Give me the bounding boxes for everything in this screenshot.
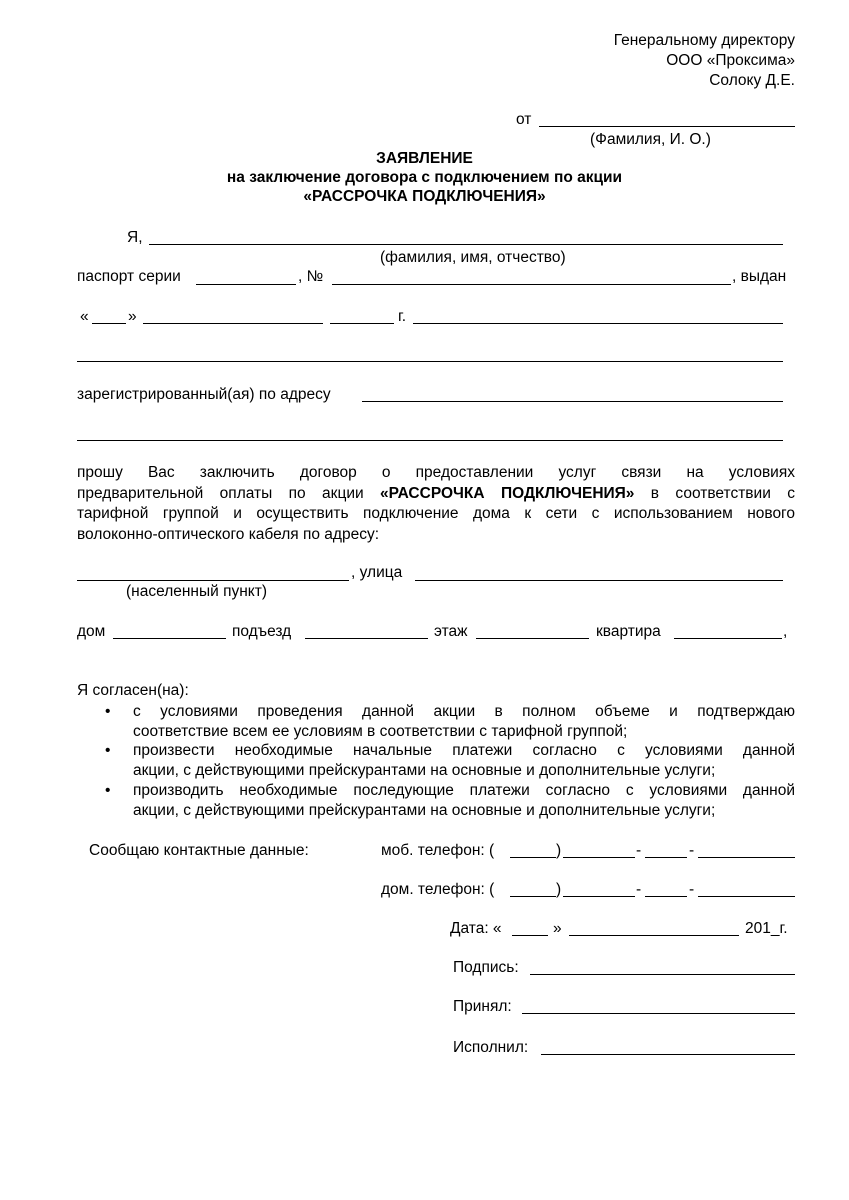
registered-address-field-continued[interactable]	[77, 440, 783, 441]
passport-series-label: паспорт серии	[77, 268, 181, 285]
apartment-field[interactable]	[674, 638, 782, 639]
title-sub2: «РАССРОЧКА ПОДКЛЮЧЕНИЯ»	[303, 188, 546, 205]
from-label: от	[516, 111, 532, 128]
home-paren-close: )	[556, 881, 562, 898]
consent-bullet-1: •	[105, 703, 111, 720]
date-month-field[interactable]	[569, 935, 739, 936]
request-line3: тарифной группой и осуществить подключение дома к сети с использованием нового	[77, 505, 795, 522]
consent-item-3-line1: производить необходимые последующие платежи согласно с условиями данной	[133, 782, 795, 799]
address-end-comma: ,	[783, 623, 788, 640]
entrance-field[interactable]	[305, 638, 428, 639]
issued-label: , выдан	[732, 268, 787, 285]
title-sub1: на заключение договора с подключением по акции	[226, 169, 623, 186]
mobile-dash-2: -	[689, 842, 695, 859]
mobile-paren-close: )	[556, 842, 562, 859]
request-line2-post: в соответствии с	[634, 484, 795, 502]
request-line4: волоконно-оптического кабеля по адресу:	[77, 525, 380, 543]
date-label: Дата: «	[450, 920, 502, 937]
house-label: дом	[77, 623, 106, 640]
issue-day-quote-close: »	[128, 308, 137, 325]
consent-item-2-line2: акции, с действующими прейскурантами на основные и дополнительные услуги;	[133, 762, 716, 779]
passport-series-field[interactable]	[196, 284, 296, 285]
date-quote-close: »	[553, 920, 562, 937]
contacts-label: Сообщаю контактные данные:	[89, 842, 309, 859]
home-code-field[interactable]	[510, 896, 556, 897]
locality-field[interactable]	[77, 580, 349, 581]
date-year: 201_г.	[745, 920, 788, 937]
registered-address-label: зарегистрированный(ая) по адресу	[77, 386, 331, 403]
consent-item-1-line1: с условиями проведения данной акции в полном объеме и подтверждаю	[133, 703, 795, 720]
accepted-field[interactable]	[522, 1013, 795, 1014]
date-day-field[interactable]	[512, 935, 548, 936]
consent-item-1	[133, 702, 795, 742]
entrance-label: подъезд	[232, 623, 292, 640]
floor-field[interactable]	[476, 638, 589, 639]
issuer-field[interactable]	[413, 323, 783, 324]
consent-item-3	[133, 781, 795, 821]
signature-label: Подпись:	[453, 959, 519, 976]
executed-label: Исполнил:	[453, 1039, 529, 1056]
title-main: ЗАЯВЛЕНИЕ	[376, 150, 473, 167]
mobile-part3-field[interactable]	[698, 857, 795, 858]
issue-day-field[interactable]	[92, 323, 126, 324]
consent-item-3-line2: акции, с действующими прейскурантами на основные и дополнительные услуги;	[133, 802, 716, 819]
issuer-field-continued[interactable]	[77, 361, 783, 362]
home-phone-label: дом. телефон: (	[381, 881, 495, 898]
i-label: Я,	[127, 229, 143, 246]
from-hint: (Фамилия, И. О.)	[590, 131, 711, 148]
consent-item-2	[133, 741, 795, 781]
mobile-dash-1: -	[636, 842, 642, 859]
full-name-field[interactable]	[149, 244, 783, 245]
issue-year-field[interactable]	[330, 323, 394, 324]
registered-address-field[interactable]	[362, 401, 783, 402]
addressee-line3: Солоку Д.Е.	[709, 72, 795, 89]
consent-bullet-3: •	[105, 782, 111, 799]
request-line2	[77, 484, 795, 505]
addressee-line1: Генеральному директору	[613, 32, 795, 49]
home-dash-2: -	[689, 881, 695, 898]
issue-year-suffix: г.	[398, 308, 407, 325]
street-field[interactable]	[415, 580, 783, 581]
street-label: , улица	[351, 564, 403, 581]
home-part2-field[interactable]	[645, 896, 687, 897]
signature-field[interactable]	[530, 974, 795, 975]
from-field[interactable]	[539, 126, 795, 127]
request-paragraph	[77, 463, 795, 545]
consent-heading: Я согласен(на):	[77, 682, 189, 699]
home-part3-field[interactable]	[698, 896, 795, 897]
passport-number-field[interactable]	[332, 284, 731, 285]
home-part1-field[interactable]	[563, 896, 635, 897]
mobile-phone-label: моб. телефон: (	[381, 842, 495, 859]
issue-day-quote-open: «	[80, 308, 89, 325]
request-line2-pre: предварительной оплаты по акции	[77, 484, 381, 502]
locality-hint: (населенный пункт)	[126, 583, 268, 600]
apartment-label: квартира	[596, 623, 661, 640]
full-name-hint: (фамилия, имя, отчество)	[380, 249, 566, 266]
consent-item-2-line1: произвести необходимые начальные платежи согласно с условиями данной	[133, 742, 795, 759]
mobile-code-field[interactable]	[510, 857, 556, 858]
passport-number-label: , №	[298, 268, 324, 285]
accepted-label: Принял:	[453, 998, 512, 1015]
executed-field[interactable]	[541, 1054, 795, 1055]
consent-item-1-line2: соответствие всем ее условиям в соответствии с тарифной группой;	[133, 723, 628, 740]
issue-month-field[interactable]	[143, 323, 323, 324]
home-dash-1: -	[636, 881, 642, 898]
request-line1: прошу Вас заключить договор о предоставлении услуг связи на условиях	[77, 464, 795, 481]
addressee-line2: ООО «Проксима»	[666, 52, 795, 69]
floor-label: этаж	[434, 623, 468, 640]
house-field[interactable]	[113, 638, 226, 639]
request-promo-name: «РАССРОЧКА ПОДКЛЮЧЕНИЯ»	[380, 484, 635, 502]
mobile-part2-field[interactable]	[645, 857, 687, 858]
mobile-part1-field[interactable]	[563, 857, 635, 858]
consent-bullet-2: •	[105, 742, 111, 759]
